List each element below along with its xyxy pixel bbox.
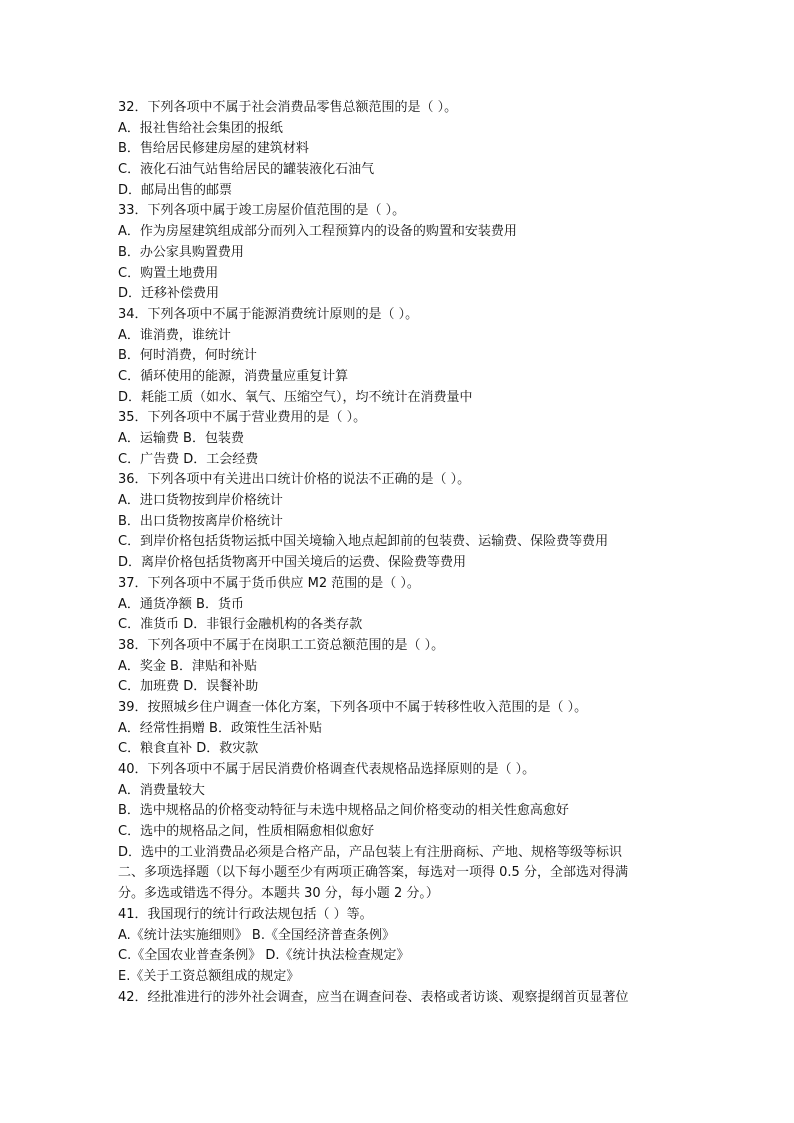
question-39-stem: 39．按照城乡住户调查一体化方案，下列各项中不属于转移性收入范围的是（ ）。	[118, 699, 588, 715]
document-body	[118, 98, 678, 1008]
question-41-stem: 41．我国现行的统计行政法规包括（ ）等。	[118, 906, 373, 922]
question-40-option-d: D．选中的工业消费品必须是合格产品，产品包装上有注册商标、产地、规格等级等标识	[118, 844, 623, 860]
section-2-heading: 二、多项选择题（以下每小题至少有两项正确答案，每选对一项得 0.5 分，全部选对得满	[118, 865, 628, 881]
question-41-options-cd: C.《全国农业普查条例》 D.《统计执法检查规定》	[118, 948, 410, 964]
question-32-option-d: D．邮局出售的邮票	[118, 182, 233, 198]
question-33-stem: 33．下列各项中属于竣工房屋价值范围的是（ ）。	[118, 203, 406, 219]
question-38-options-cd: C．加班费 D．误餐补助	[118, 679, 259, 695]
question-36-option-b: B．出口货物按离岸价格统计	[118, 513, 283, 529]
question-37-options-ab: A．通货净额 B．货币	[118, 596, 244, 612]
question-40-option-c: C．选中的规格品之间，性质相隔愈相似愈好	[118, 824, 375, 840]
question-34-option-a: A．谁消费，谁统计	[118, 327, 231, 343]
question-32-option-b: B．售给居民修建房屋的建筑材料	[118, 141, 309, 157]
question-33-option-b: B．办公家具购置费用	[118, 244, 244, 260]
question-37-options-cd: C．准货币 D．非银行金融机构的各类存款	[118, 617, 363, 633]
question-41-options-ab: A.《统计法实施细则》 B.《全国经济普查条例》	[118, 927, 395, 943]
question-38-stem: 38．下列各项中不属于在岗职工工资总额范围的是（ ）。	[118, 637, 445, 653]
question-34-option-c: C．循环使用的能源，消费量应重复计算	[118, 368, 349, 384]
question-34-option-d: D．耗能工质（如水、氧气、压缩空气），均不统计在消费量中	[118, 389, 473, 405]
question-35-options-ab: A．运输费 B．包装费	[118, 431, 244, 446]
question-35-stem: 35．下列各项中不属于营业费用的是（ ）。	[118, 410, 367, 426]
question-40-option-b: B．选中规格品的价格变动特征与未选中规格品之间价格变动的相关性愈高愈好	[118, 803, 569, 819]
question-38-options-ab: A．奖金 B．津贴和补贴	[118, 658, 257, 674]
question-37-stem: 37．下列各项中不属于货币供应 M2 范围的是（ ）。	[118, 575, 420, 591]
question-34-option-b: B．何时消费，何时统计	[118, 348, 257, 364]
question-32-option-c: C．液化石油气站售给居民的罐装液化石油气	[118, 162, 375, 178]
question-40-option-a: A．消费量较大	[118, 782, 205, 798]
question-40-stem: 40．下列各项中不属于居民消费价格调查代表规格品选择原则的是（ ）。	[118, 762, 536, 777]
question-35-options-cd: C．广告费 D．工会经费	[118, 451, 259, 467]
question-36-option-a: A．进口货物按到岸价格统计	[118, 493, 283, 509]
question-42-stem: 42．经批准进行的涉外社会调查，应当在调查问卷、表格或者访谈、观察提纲首页显著位	[118, 989, 629, 1005]
question-33-option-a: A．作为房屋建筑组成部分而列入工程预算内的设备的购置和安装费用	[118, 224, 517, 240]
question-36-stem: 36．下列各项中有关进出口统计价格的说法不正确的是（ ）。	[118, 472, 471, 488]
section-2-instructions: 分。多选或错选不得分。本题共 30 分，每小题 2 分。）	[118, 886, 439, 902]
question-32-stem: 32．下列各项中不属于社会消费品零售总额范围的是（ ）。	[118, 100, 458, 115]
question-39-options-cd: C．粮食直补 D．救灾款	[118, 741, 259, 757]
question-36-option-c: C．到岸价格包括货物运抵中国关境输入地点起卸前的包装费、运输费、保险费等费用	[118, 534, 609, 550]
question-36-option-d: D．离岸价格包括货物离开中国关境后的运费、保险费等费用	[118, 555, 467, 571]
question-33-option-c: C．购置土地费用	[118, 265, 219, 281]
question-32-option-a: A．报社售给社会集团的报纸	[118, 120, 283, 136]
question-41-option-e: E.《关于工资总额组成的规定》	[118, 968, 300, 984]
question-39-options-ab: A．经常性捐赠 B．政策性生活补贴	[118, 720, 322, 736]
question-33-option-d: D．迁移补偿费用	[118, 286, 220, 302]
question-34-stem: 34．下列各项中不属于能源消费统计原则的是（ ）。	[118, 306, 419, 322]
